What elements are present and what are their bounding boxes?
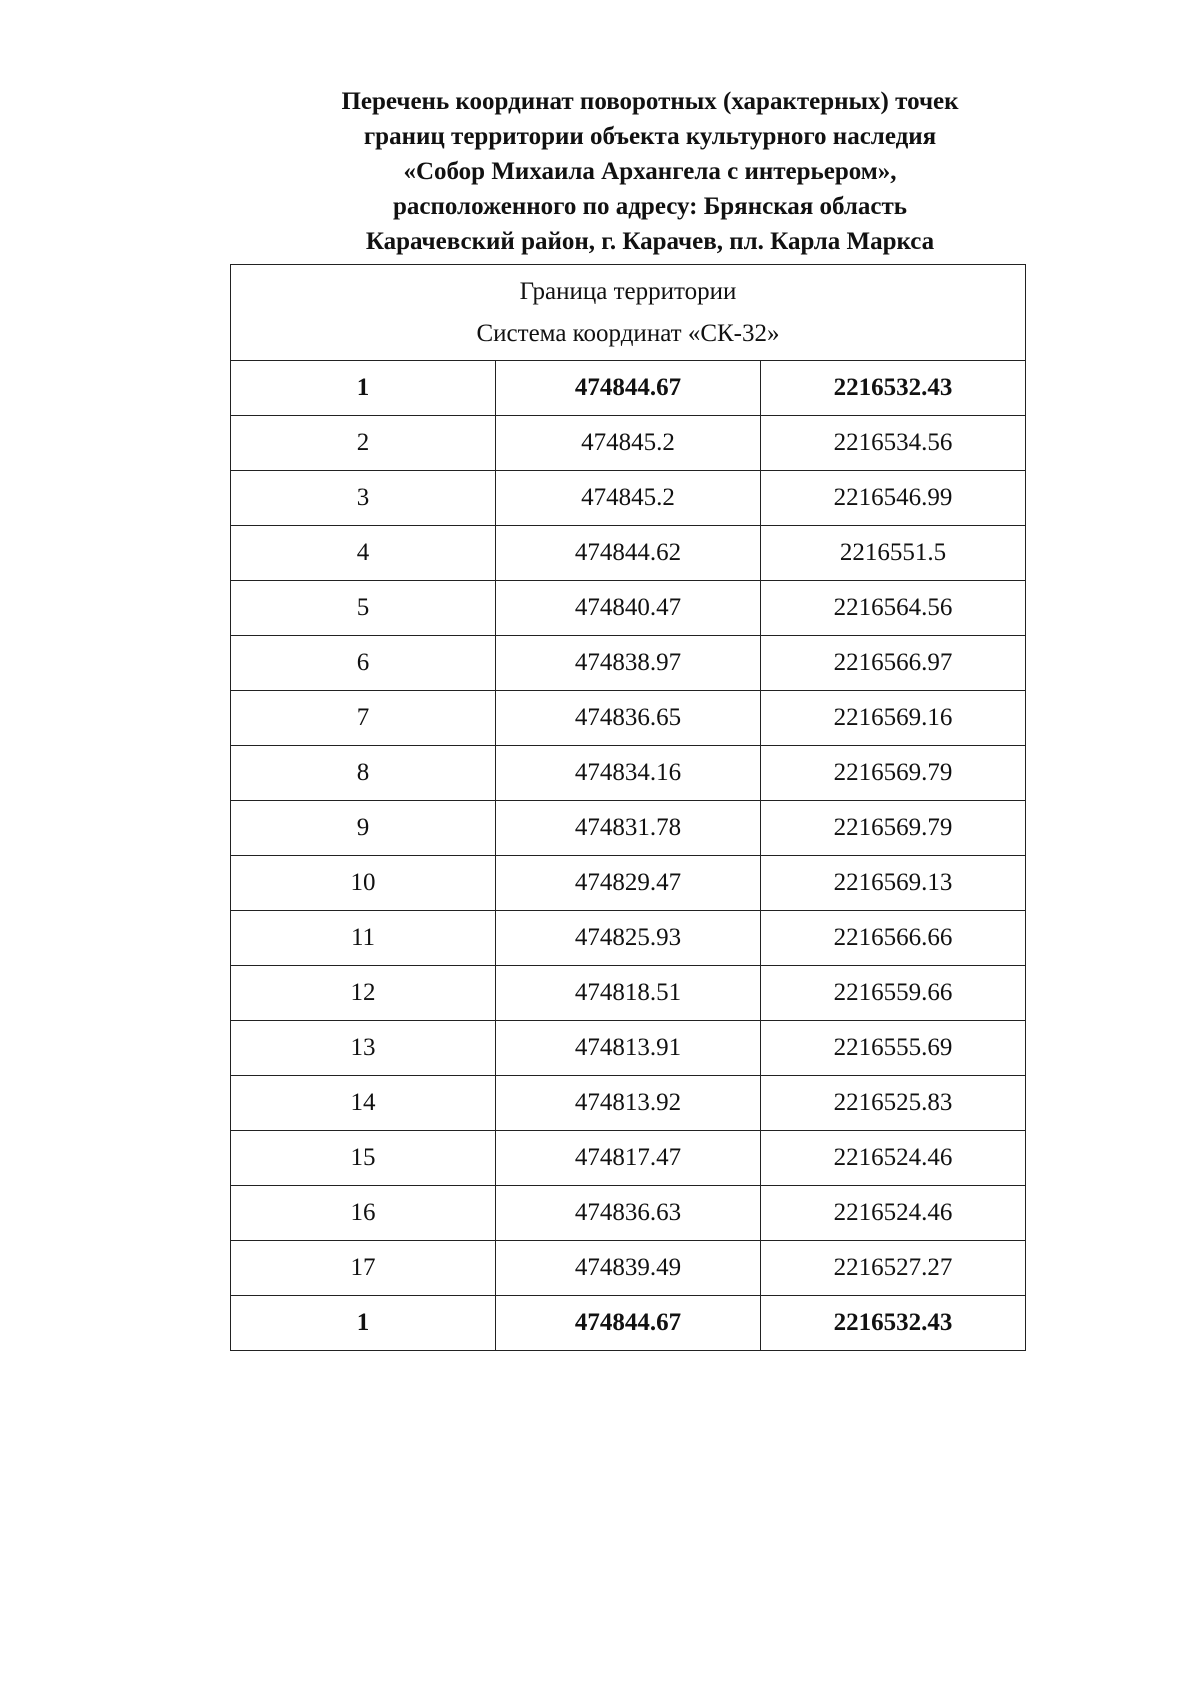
point-number-cell: 6 bbox=[231, 636, 496, 691]
table-row bbox=[231, 1296, 1026, 1351]
x-coordinate-cell: 474818.51 bbox=[496, 966, 761, 1021]
table-row bbox=[231, 746, 1026, 801]
table-row bbox=[231, 801, 1026, 856]
point-number-cell: 14 bbox=[231, 1076, 496, 1131]
x-coordinate-cell: 474831.78 bbox=[496, 801, 761, 856]
title-line: Перечень координат поворотных (характерных) точек bbox=[341, 88, 959, 115]
y-coordinate-cell: 2216555.69 bbox=[761, 1021, 1026, 1076]
coordinates-table bbox=[230, 264, 1026, 1351]
y-coordinate-cell: 2216525.83 bbox=[761, 1076, 1026, 1131]
table-row bbox=[231, 581, 1026, 636]
point-number-cell: 17 bbox=[231, 1241, 496, 1296]
title-line: расположенного по адресу: Брянская область bbox=[392, 193, 908, 220]
table-row bbox=[231, 966, 1026, 1021]
point-number-cell: 1 bbox=[231, 1296, 496, 1351]
point-number-cell: 16 bbox=[231, 1186, 496, 1241]
title-line: Карачевский район, г. Карачев, пл. Карла Маркса bbox=[365, 228, 935, 255]
point-number-cell: 12 bbox=[231, 966, 496, 1021]
point-number-cell: 9 bbox=[231, 801, 496, 856]
x-coordinate-cell: 474813.92 bbox=[496, 1076, 761, 1131]
x-coordinate-cell: 474836.63 bbox=[496, 1186, 761, 1241]
x-coordinate-cell: 474844.62 bbox=[496, 526, 761, 581]
point-number-cell: 8 bbox=[231, 746, 496, 801]
point-number-cell: 15 bbox=[231, 1131, 496, 1186]
table-row bbox=[231, 416, 1026, 471]
y-coordinate-cell: 2216569.16 bbox=[761, 691, 1026, 746]
table-header-row bbox=[231, 265, 1026, 361]
y-coordinate-cell: 2216534.56 bbox=[761, 416, 1026, 471]
table-row bbox=[231, 856, 1026, 911]
title-line: «Собор Михаила Архангела с интерьером», bbox=[403, 158, 897, 185]
table-row bbox=[231, 471, 1026, 526]
y-coordinate-cell: 2216524.46 bbox=[761, 1186, 1026, 1241]
table-row bbox=[231, 526, 1026, 581]
y-coordinate-cell: 2216551.5 bbox=[761, 526, 1026, 581]
y-coordinate-cell: 2216527.27 bbox=[761, 1241, 1026, 1296]
y-coordinate-cell: 2216524.46 bbox=[761, 1131, 1026, 1186]
y-coordinate-cell: 2216546.99 bbox=[761, 471, 1026, 526]
coordinates-table-container bbox=[230, 264, 1026, 1351]
table-row bbox=[231, 636, 1026, 691]
x-coordinate-cell: 474829.47 bbox=[496, 856, 761, 911]
y-coordinate-cell: 2216564.56 bbox=[761, 581, 1026, 636]
y-coordinate-cell: 2216559.66 bbox=[761, 966, 1026, 1021]
point-number-cell: 5 bbox=[231, 581, 496, 636]
document-title bbox=[280, 84, 1020, 259]
table-row bbox=[231, 911, 1026, 966]
title-line: границ территории объекта культурного наследия bbox=[363, 123, 937, 150]
x-coordinate-cell: 474836.65 bbox=[496, 691, 761, 746]
x-coordinate-cell: 474840.47 bbox=[496, 581, 761, 636]
table-row bbox=[231, 1131, 1026, 1186]
x-coordinate-cell: 474817.47 bbox=[496, 1131, 761, 1186]
point-number-cell: 7 bbox=[231, 691, 496, 746]
point-number-cell: 1 bbox=[231, 361, 496, 416]
table-row bbox=[231, 691, 1026, 746]
point-number-cell: 4 bbox=[231, 526, 496, 581]
header-boundary-label: Граница территории bbox=[519, 277, 737, 305]
y-coordinate-cell: 2216569.13 bbox=[761, 856, 1026, 911]
x-coordinate-cell: 474834.16 bbox=[496, 746, 761, 801]
header-coordinate-system-label: Система координат «СК-32» bbox=[476, 319, 780, 347]
y-coordinate-cell: 2216566.97 bbox=[761, 636, 1026, 691]
x-coordinate-cell: 474825.93 bbox=[496, 911, 761, 966]
x-coordinate-cell: 474845.2 bbox=[496, 471, 761, 526]
point-number-cell: 2 bbox=[231, 416, 496, 471]
x-coordinate-cell: 474813.91 bbox=[496, 1021, 761, 1076]
y-coordinate-cell: 2216532.43 bbox=[761, 361, 1026, 416]
x-coordinate-cell: 474844.67 bbox=[496, 1296, 761, 1351]
point-number-cell: 10 bbox=[231, 856, 496, 911]
y-coordinate-cell: 2216532.43 bbox=[761, 1296, 1026, 1351]
y-coordinate-cell: 2216566.66 bbox=[761, 911, 1026, 966]
table-row bbox=[231, 1021, 1026, 1076]
point-number-cell: 13 bbox=[231, 1021, 496, 1076]
x-coordinate-cell: 474839.49 bbox=[496, 1241, 761, 1296]
y-coordinate-cell: 2216569.79 bbox=[761, 746, 1026, 801]
point-number-cell: 3 bbox=[231, 471, 496, 526]
y-coordinate-cell: 2216569.79 bbox=[761, 801, 1026, 856]
table-row bbox=[231, 1076, 1026, 1131]
table-header bbox=[231, 265, 1026, 361]
x-coordinate-cell: 474838.97 bbox=[496, 636, 761, 691]
x-coordinate-cell: 474844.67 bbox=[496, 361, 761, 416]
table-row bbox=[231, 1186, 1026, 1241]
table-row bbox=[231, 1241, 1026, 1296]
x-coordinate-cell: 474845.2 bbox=[496, 416, 761, 471]
point-number-cell: 11 bbox=[231, 911, 496, 966]
table-row bbox=[231, 361, 1026, 416]
